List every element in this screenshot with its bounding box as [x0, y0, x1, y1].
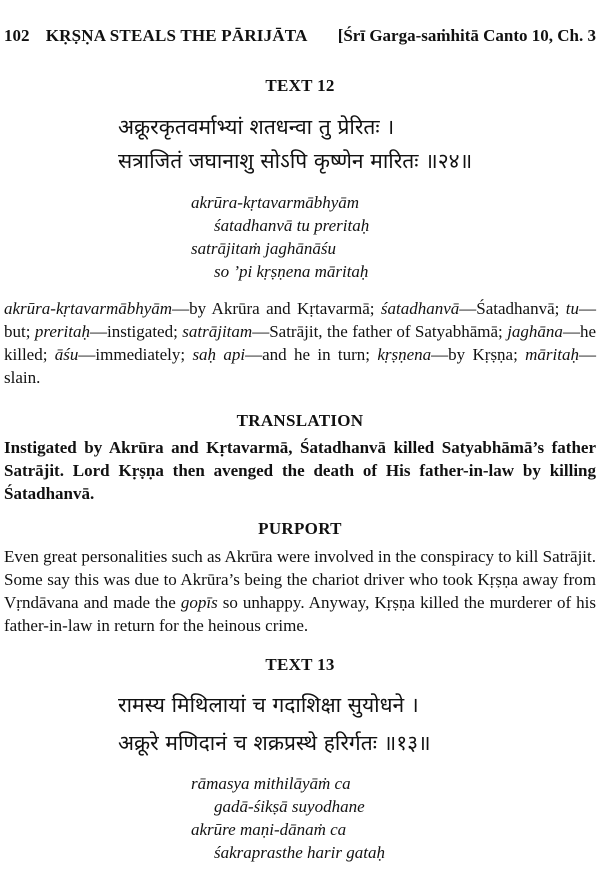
source-reference: [Śrī Garga-saṁhitā Canto 10, Ch. 3	[337, 26, 596, 45]
synonym-meaning: —instigated;	[90, 322, 183, 341]
synonym-meaning: —by Kṛṣṇa;	[431, 345, 526, 364]
purport-heading: PURPORT	[258, 519, 342, 538]
synonym-meaning: —and he in turn;	[245, 345, 378, 364]
translation-text: Instigated by Akrūra and Kṛtavarmā, Śatadhanvā killed Satyabhāmā’s father Satrājit. Lord Kṛṣṇa then avenged the death of His father-in-law by killing Śatadhanvā.	[4, 438, 596, 503]
synonym-meaning: —he killed;	[4, 322, 596, 364]
text-12-translit-line-3: satrājitaṁ jaghānāśu	[191, 239, 336, 258]
purport-italic-term: gopīs	[180, 593, 218, 612]
page-number: 102	[4, 26, 30, 45]
synonym-meaning: —by Akrūra and Kṛtavarmā;	[172, 299, 381, 318]
text-13-translit-line-1: rāmasya mithilāyāṁ ca	[191, 774, 351, 793]
text-12-heading: TEXT 12	[265, 76, 335, 95]
running-header	[4, 26, 596, 46]
text-12-translit-line-4: so ’pi kṛṣṇena māritaḥ	[214, 262, 369, 281]
text-12-translit-line-2: śatadhanvā tu preritaḥ	[214, 216, 370, 235]
text-12-sanskrit-line-1: अक्रूरकृतवर्माभ्यां शतधन्वा तु प्रेरितः ।	[118, 115, 395, 139]
synonym-term: preritaḥ	[34, 322, 90, 341]
synonym-term: śatadhanvā	[380, 299, 460, 318]
text-13-translit-line-4: śakraprasthe harir gataḥ	[214, 843, 385, 862]
text-12-sanskrit-line-2: सत्राजितं जघानाशु सोऽपि कृष्णेन मारितः ॥२४॥	[118, 149, 473, 173]
synonym-meaning: —Śatadhanvā;	[459, 299, 566, 318]
text-13-heading: TEXT 13	[265, 655, 335, 674]
purport-text-part-1: Even great personalities such as Akrūra were involved in the conspiracy to kill Satrājit. Some say this was due to Akrūra’s being the chariot driver who took Kṛṣṇa away from Vṛndāvana and made the	[4, 547, 596, 612]
text-13-translit-line-2: gadā-śikṣā suyodhane	[214, 797, 365, 816]
chapter-title: KṚṢṆA STEALS THE PĀRIJĀTA	[45, 26, 308, 45]
synonym-meaning: —slain.	[4, 345, 596, 387]
synonym-term: saḥ api	[192, 345, 246, 364]
translation-heading: TRANSLATION	[236, 411, 364, 430]
synonym-term: jaghāna	[507, 322, 563, 341]
synonym-term: māritaḥ	[525, 345, 579, 364]
purport-text	[4, 545, 596, 637]
text-13-translit-line-3: akrūre maṇi-dānaṁ ca	[191, 820, 347, 839]
synonym-term: satrājitam	[182, 322, 253, 341]
text-12-synonyms	[4, 297, 596, 389]
purport-text-part-2: so unhappy. Anyway, Kṛṣṇa killed the murderer of his father-in-law in return for the heinous crime.	[4, 593, 596, 635]
synonym-meaning: —Satrājit, the father of Satyabhāmā;	[252, 322, 508, 341]
text-13-sanskrit-line-2: अक्रूरे मणिदानं च शक्रप्रस्थे हरिर्गतः ॥१३॥	[118, 731, 431, 755]
synonym-term: kṛṣṇena	[377, 345, 432, 364]
synonym-meaning: —immediately;	[78, 345, 193, 364]
text-12-translit-line-1: akrūra-kṛtavarmābhyām	[191, 193, 360, 212]
synonym-term: akrūra-kṛtavarmābhyām	[4, 299, 173, 318]
synonym-term: āśu	[54, 345, 79, 364]
synonym-term: tu	[565, 299, 579, 318]
text-13-sanskrit-line-1: रामस्य मिथिलायां च गदाशिक्षा सुयोधने ।	[118, 693, 419, 717]
synonym-meaning: —but;	[4, 299, 596, 341]
